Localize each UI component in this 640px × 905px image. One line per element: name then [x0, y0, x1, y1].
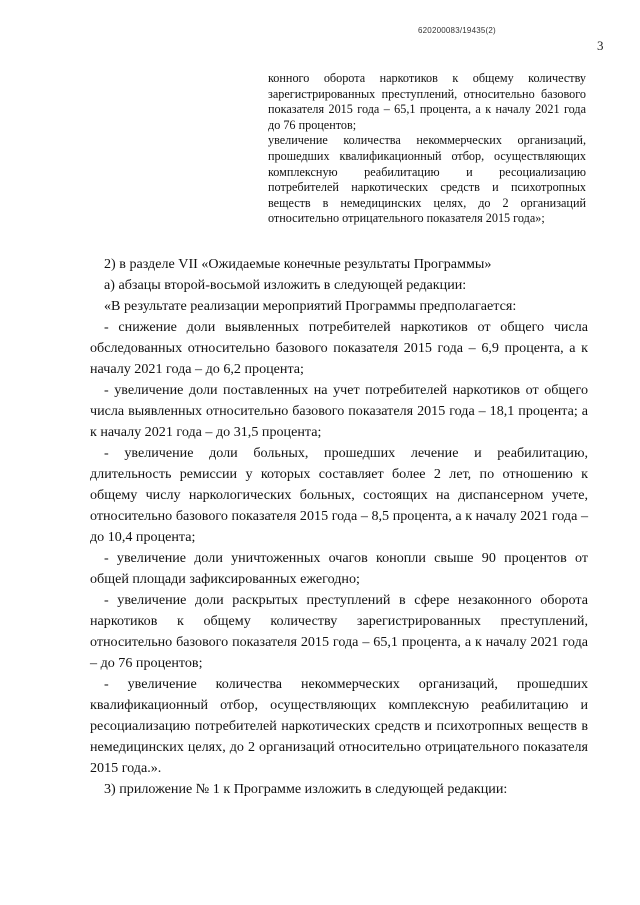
subpoint-paragraph: а) абзацы второй-восьмой изложить в следующей редакции:: [104, 277, 467, 293]
list-item: - увеличение доли больных, прошедших лечение и реабилитацию, длительность ремиссии у которых составляет более 2 лет, по отношению к общему числу наркологических больных, состоящих на диспансерном учете, относительно базового показателя 2015 года – 8,5 процента, а к началу 2021 года – до 10,4 процента;: [90, 445, 588, 545]
list-item: - увеличение доли раскрытых преступлений в сфере незаконного оборота наркотиков к общему количеству зарегистрированных преступлений, относительно базового показателя 2015 года – 65,1 процента, а к началу 2021 года – до 76 процентов;: [90, 592, 588, 671]
list-item: - увеличение количества некоммерческих организаций, прошедших квалификационный отбор, осуществляющих комплексную реабилитацию и ресоциализацию потребителей наркотических средств и психотропных веществ в немедицинских целях, до 2 организаций относительно отрицательного показателя 2015 года.».: [90, 676, 588, 776]
intro-paragraph: «В результате реализации мероприятий Программы предполагается:: [104, 298, 517, 314]
section-heading: 2) в разделе VII «Ожидаемые конечные результаты Программы»: [104, 256, 492, 272]
page-number: 3: [597, 38, 604, 53]
document-id: 620200083/19435(2): [418, 26, 496, 35]
main-text: [90, 254, 588, 800]
list-item: - увеличение доли поставленных на учет потребителей наркотиков от общего числа выявленных относительно базового показателя 2015 года – 18,1 процента; а к началу 2021 года – до 31,5 процента;: [90, 382, 588, 440]
list-item: - снижение доли выявленных потребителей наркотиков от общего числа обследованных относительно базового показателя 2015 года – 6,9 процента, а к началу 2021 года – до 6,2 процента;: [90, 319, 588, 377]
appendix-paragraph: 3) приложение № 1 к Программе изложить в следующей редакции:: [104, 781, 508, 797]
quote-paragraph: увеличение количества некоммерческих организаций, прошедших квалификационный отбор, осуществляющих комплексную реабилитацию и ресоциализацию потребителей наркотических средств и психотропных веществ в немедицинских целях, до 2 организаций относительно отрицательного показателя 2015 года»;: [268, 133, 586, 226]
quoted-text-block: [268, 71, 586, 227]
quote-paragraph: конного оборота наркотиков к общему количеству зарегистрированных преступлений, относительно базового показателя 2015 года – 65,1 процента, а к началу 2021 года до 76 процентов;: [268, 71, 586, 132]
list-item: - увеличение доли уничтоженных очагов конопли свыше 90 процентов от общей площади зафиксированных ежегодно;: [90, 550, 588, 587]
